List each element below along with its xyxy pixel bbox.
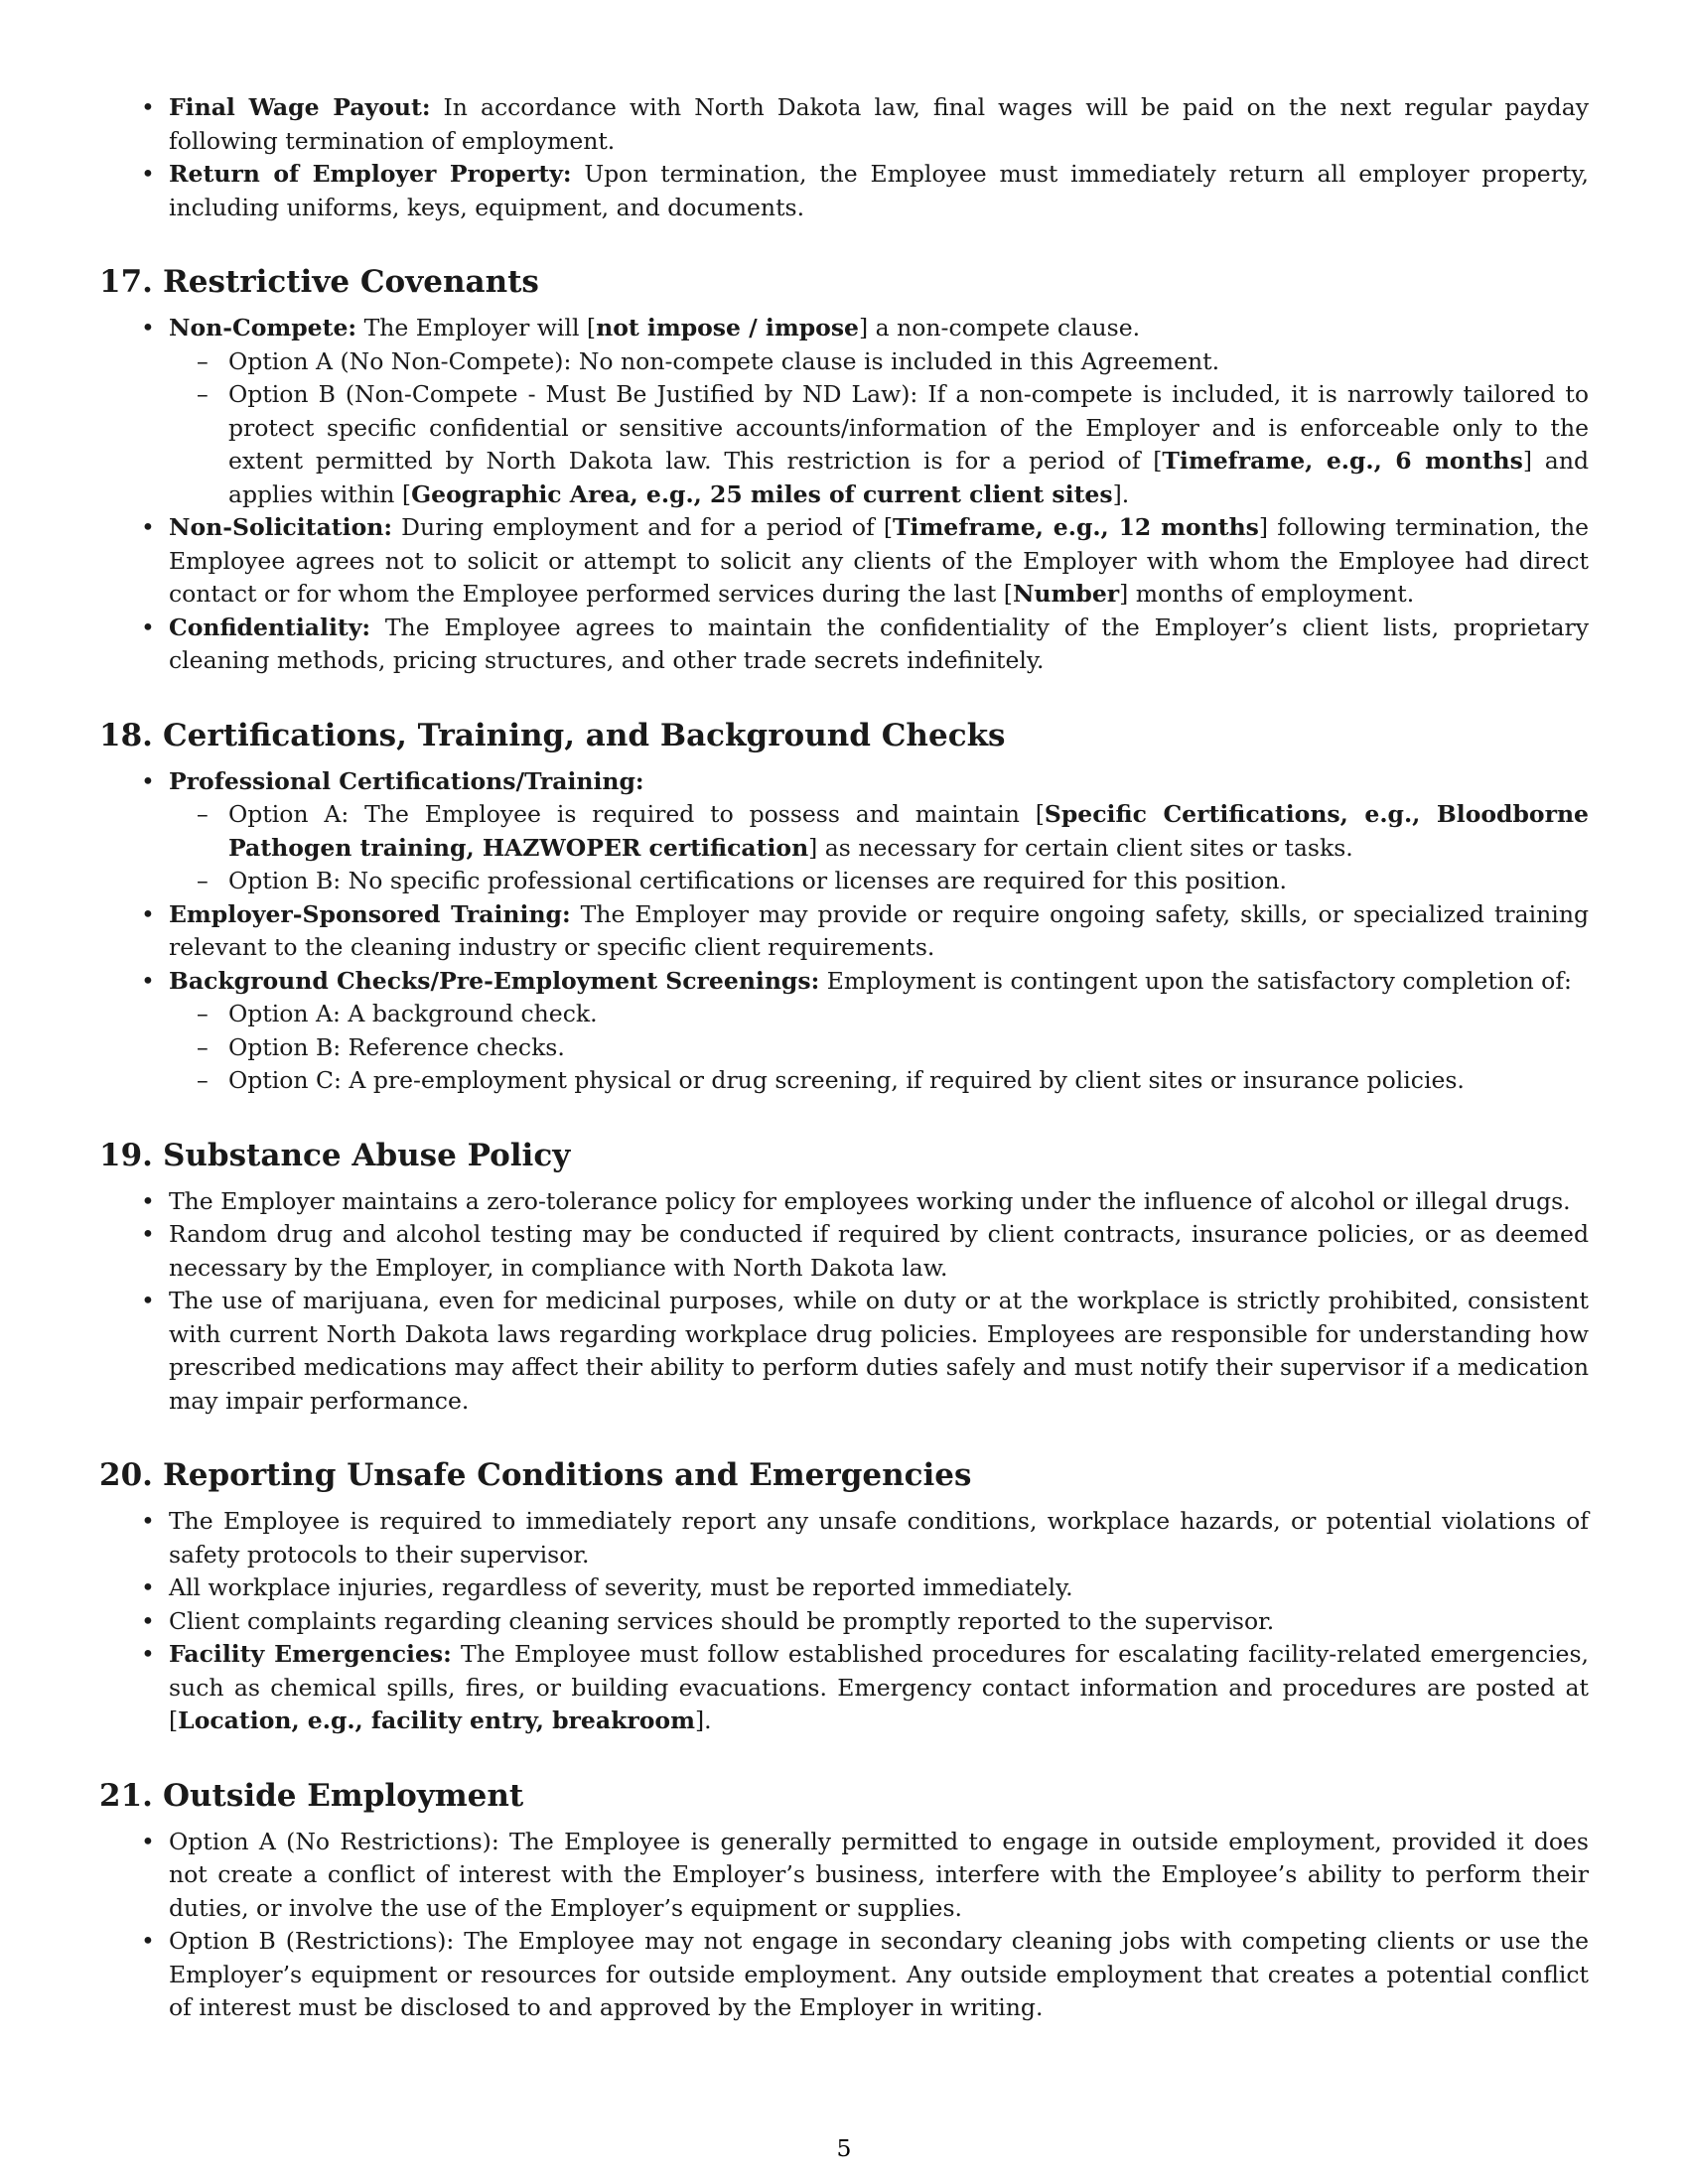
list-item: • Employer-Sponsored Training: The Employer may provide or require ongoing safety, skills, or specialized training relevant to the cleaning industry or specific client requirements. — [99, 898, 1589, 965]
list-item: • Client complaints regarding cleaning services should be promptly reported to the supervisor. — [99, 1605, 1589, 1639]
item-label: Return of Employer Property: — [169, 160, 572, 188]
list-item: • The use of marijuana, even for medicinal purposes, while on duty or at the workplace is strictly prohibited, consistent with current North Dakota laws regarding workplace drug policies. Employees are responsible for understanding how prescribed medications may affect their ability to perform duties safely and must notify their supervisor if a medication may impair performance. — [99, 1285, 1589, 1418]
section-heading-18: 18. Certifications, Training, and Background Checks — [99, 717, 1006, 753]
background-check-options — [169, 998, 1589, 1098]
section-20-list — [99, 1505, 1589, 1738]
list-item: • Background Checks/Pre-Employment Screenings: Employment is contingent upon the satisfactory completion of: – Option A: A background check. – Option B: Reference checks. – Option C: A pre-employment physical or drug screening, if required by client sites or insurance policies. — [99, 965, 1589, 1098]
item-label: Final Wage Payout: — [169, 93, 431, 121]
section-19-list — [99, 1185, 1589, 1419]
list-item: • Return of Employer Property: Upon termination, the Employee must immediately return all employer property, including uniforms, keys, equipment, and documents. — [99, 158, 1589, 224]
termination-list — [99, 91, 1589, 224]
list-item: – Option B: No specific professional certifications or licenses are required for this position. — [169, 865, 1589, 898]
page-number: 5 — [836, 2134, 852, 2162]
list-item: • Final Wage Payout: In accordance with North Dakota law, final wages will be paid on the next regular payday following termination of employment. — [99, 91, 1589, 158]
section-18-list — [99, 765, 1589, 1098]
list-item: • Professional Certifications/Training: – Option A: The Employee is required to possess and maintain [Specific Certifications, e.g., Bloodborne Pathogen training, HAZWOPER certification] as necessary for certain client sites or tasks. – Option B: No specific professional certifications or licenses are required for this position. — [99, 765, 1589, 898]
list-item: • Non-Solicitation: During employment and for a period of [Timeframe, e.g., 12 months] following termination, the Employee agrees not to solicit or attempt to solicit any clients of the Employer with whom the Employee had direct contact or for whom the Employee performed services during the last [Number] months of employment. — [99, 511, 1589, 612]
list-item: • Option B (Restrictions): The Employee may not engage in secondary cleaning jobs with competing clients or use the Employer’s equipment or resources for outside employment. Any outside employment that creates a potential conflict of interest must be disclosed to and approved by the Employer in writing. — [99, 1925, 1589, 2025]
list-item: • Facility Emergencies: The Employee must follow established procedures for escalating facility-related emergencies, such as chemical spills, fires, or building evacuations. Emergency contact information and procedures are posted at [Location, e.g., facility entry, breakroom]. — [99, 1638, 1589, 1738]
list-item: • All workplace injuries, regardless of severity, must be reported immediately. — [99, 1571, 1589, 1605]
list-item: – Option A (No Non-Compete): No non-compete clause is included in this Agreement. — [169, 345, 1589, 379]
section-heading-19: 19. Substance Abuse Policy — [99, 1137, 571, 1173]
document-page — [99, 91, 1589, 2025]
section-21-list — [99, 1826, 1589, 2025]
list-item: • Non-Compete: The Employer will [not impose / impose] a non-compete clause. – Option A (No Non-Compete): No non-compete clause is included in this Agreement. – Option B (Non-Compete - Must Be Justified by ND Law): If a non-compete is included, it is narrowly tailored to protect specific confidential or sensitive accounts/information of the Employer and is enforceable only to the extent permitted by North Dakota law. This restriction is for a period of [Timeframe, e.g., 6 months] and applies within [Geographic Area, e.g., 25 miles of current client sites]. — [99, 312, 1589, 511]
certification-options — [169, 798, 1589, 898]
section-heading-20: 20. Reporting Unsafe Conditions and Emergencies — [99, 1457, 972, 1493]
noncompete-options — [169, 345, 1589, 512]
list-item: – Option B: Reference checks. — [169, 1031, 1589, 1065]
list-item: • Confidentiality: The Employee agrees to maintain the confidentiality of the Employer’s client lists, proprietary cleaning methods, pricing structures, and other trade secrets indefinitely. — [99, 612, 1589, 678]
list-item: – Option C: A pre-employment physical or drug screening, if required by client sites or insurance policies. — [169, 1064, 1589, 1098]
list-item: • The Employer maintains a zero-tolerance policy for employees working under the influence of alcohol or illegal drugs. — [99, 1185, 1589, 1219]
list-item: • Option A (No Restrictions): The Employee is generally permitted to engage in outside employment, provided it does not create a conflict of interest with the Employer’s business, interfere with the Employee’s ability to perform their duties, or involve the use of the Employer’s equipment or supplies. — [99, 1826, 1589, 1926]
list-item: – Option A: The Employee is required to possess and maintain [Specific Certifications, e.g., Bloodborne Pathogen training, HAZWOPER certification] as necessary for certain client sites or tasks. — [169, 798, 1589, 865]
list-item: – Option A: A background check. — [169, 998, 1589, 1031]
list-item: • Random drug and alcohol testing may be conducted if required by client contracts, insurance policies, or as deemed necessary by the Employer, in compliance with North Dakota law. — [99, 1218, 1589, 1285]
list-item: • The Employee is required to immediately report any unsafe conditions, workplace hazards, or potential violations of safety protocols to their supervisor. — [99, 1505, 1589, 1571]
section-heading-17: 17. Restrictive Covenants — [99, 264, 539, 300]
section-17-list — [99, 312, 1589, 678]
section-heading-21: 21. Outside Employment — [99, 1777, 524, 1814]
list-item: – Option B (Non-Compete - Must Be Justified by ND Law): If a non-compete is included, it is narrowly tailored to protect specific confidential or sensitive accounts/information of the Employer and is enforceable only to the extent permitted by North Dakota law. This restriction is for a period of [Timeframe, e.g., 6 months] and applies within [Geographic Area, e.g., 25 miles of current client sites]. — [169, 378, 1589, 511]
